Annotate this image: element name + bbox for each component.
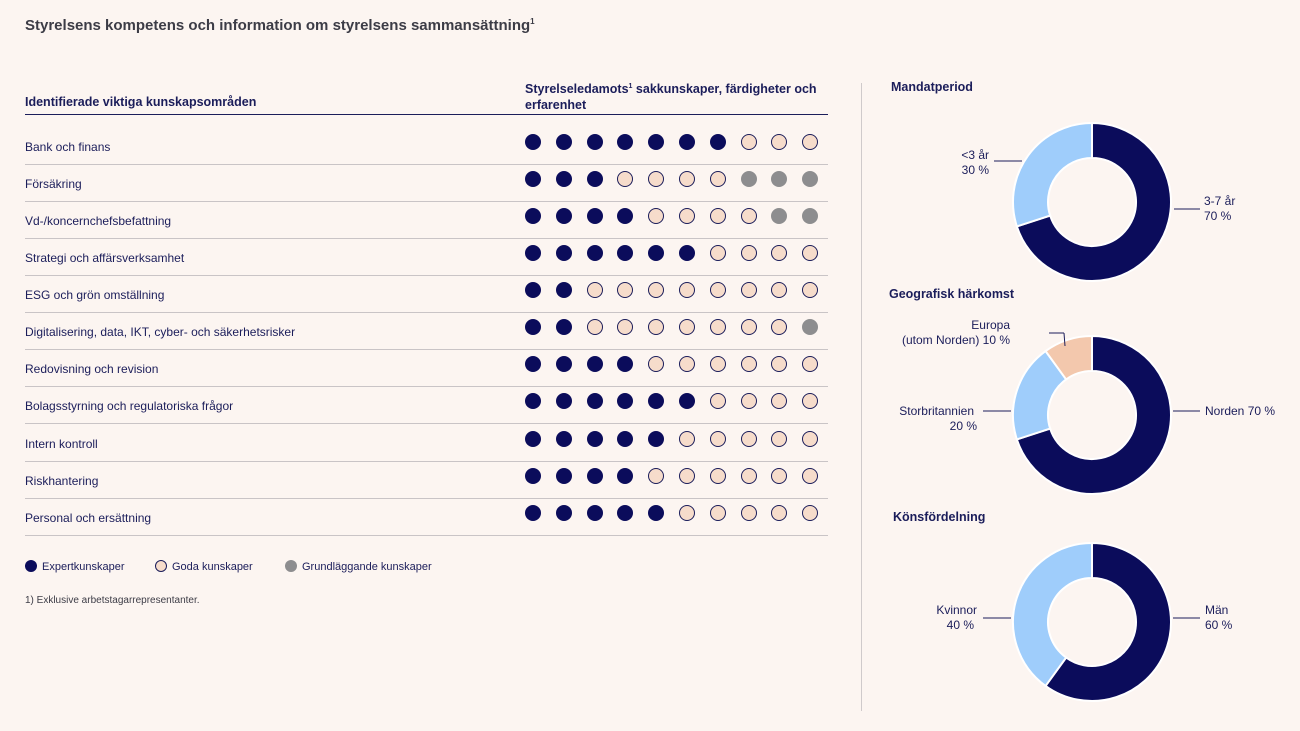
skill-dot-good — [741, 431, 757, 447]
skill-dot-expert — [587, 468, 603, 484]
skill-dot-good — [771, 134, 787, 150]
legend-good-label: Goda kunskaper — [172, 561, 253, 573]
skill-dot-good — [648, 171, 664, 187]
skill-dot-expert — [617, 134, 633, 150]
row-label: Bank och finans — [25, 140, 111, 154]
skill-dot-good — [710, 171, 726, 187]
skill-dot-basic — [741, 171, 757, 187]
row-label: ESG och grön omställning — [25, 288, 165, 302]
skill-dot-good — [741, 208, 757, 224]
skill-dot-expert — [556, 282, 572, 298]
legend-good-dot — [155, 560, 167, 572]
skill-dot-basic — [802, 171, 818, 187]
legend-expert-label: Expertkunskaper — [42, 561, 125, 573]
chart-title-mandatperiod: Mandatperiod — [891, 80, 973, 94]
skill-dot-good — [771, 393, 787, 409]
slice-label: Män — [1205, 603, 1229, 617]
skill-dot-expert — [525, 319, 541, 335]
skill-dot-expert — [587, 431, 603, 447]
slice-label: Europa — [971, 318, 1010, 332]
skill-dot-basic — [771, 208, 787, 224]
skill-dot-expert — [587, 393, 603, 409]
row-label: Bolagsstyrning och regulatoriska frågor — [25, 399, 234, 413]
skill-dot-expert — [556, 431, 572, 447]
slice-value: 60 % — [1205, 618, 1233, 632]
skill-dot-expert — [525, 171, 541, 187]
skill-dot-good — [679, 356, 695, 372]
skill-dot-expert — [587, 171, 603, 187]
page-title: Styrelsens kompetens och information om styrelsens sammansättning$^1$ — [25, 17, 535, 34]
table-row — [25, 238, 828, 276]
row-label: Strategi och affärsverksamhet — [25, 251, 185, 265]
table-row — [25, 386, 828, 424]
skill-dot-expert — [587, 134, 603, 150]
donut-charts — [862, 0, 1300, 731]
skill-dot-expert — [556, 356, 572, 372]
row-label: Riskhantering — [25, 474, 99, 488]
skill-dot-expert — [556, 171, 572, 187]
skill-dot-good — [802, 356, 818, 372]
skill-dot-good — [802, 245, 818, 261]
skill-dot-good — [802, 431, 818, 447]
skill-dot-good — [587, 282, 603, 298]
slice-label: Norden 70 % — [1205, 404, 1276, 418]
slice-value: 40 % — [946, 618, 974, 632]
slice-label: Kvinnor — [936, 603, 977, 617]
skill-dot-good — [710, 356, 726, 372]
skill-dot-expert — [556, 319, 572, 335]
skill-dot-expert — [525, 505, 541, 521]
skill-dot-good — [741, 319, 757, 335]
member-skills-header: Styrelseledamots$^1$ sakkunskaper, färdigheter och erfarenhet — [525, 82, 817, 113]
skill-dot-good — [648, 319, 664, 335]
chart-title-kon: Könsfördelning — [893, 510, 986, 524]
skill-dot-good — [771, 319, 787, 335]
skill-dot-good — [679, 282, 695, 298]
skill-dot-good — [710, 208, 726, 224]
skill-dot-expert — [587, 505, 603, 521]
skill-dot-good — [648, 356, 664, 372]
slice-value: (utom Norden) 10 % — [901, 333, 1010, 347]
slice-value: 70 % — [1204, 209, 1232, 223]
skill-dot-good — [741, 468, 757, 484]
skill-dot-good — [617, 171, 633, 187]
skill-dot-expert — [648, 431, 664, 447]
skill-dot-expert — [587, 356, 603, 372]
row-label: Försäkring — [25, 177, 82, 191]
skill-dot-good — [771, 431, 787, 447]
skill-dot-good — [710, 319, 726, 335]
skill-dot-expert — [617, 208, 633, 224]
skill-dot-good — [771, 468, 787, 484]
skill-dot-good — [679, 431, 695, 447]
row-label: Personal och ersättning — [25, 511, 152, 525]
table-row — [25, 312, 828, 350]
skill-dot-good — [679, 319, 695, 335]
skill-dot-expert — [587, 208, 603, 224]
skill-dot-expert — [556, 505, 572, 521]
slice-label: <3 år — [961, 148, 989, 162]
skill-dot-good — [587, 319, 603, 335]
skill-dot-good — [617, 319, 633, 335]
skill-dot-good — [679, 468, 695, 484]
skill-dot-expert — [710, 134, 726, 150]
skill-dot-expert — [587, 245, 603, 261]
skill-dot-good — [802, 505, 818, 521]
skill-dot-expert — [556, 468, 572, 484]
skill-dot-basic — [802, 208, 818, 224]
skill-dot-good — [648, 282, 664, 298]
skill-dot-good — [679, 505, 695, 521]
skill-dot-good — [741, 393, 757, 409]
legend-basic-label: Grundläggande kunskaper — [302, 561, 432, 573]
skill-dot-good — [771, 245, 787, 261]
skill-dot-expert — [525, 431, 541, 447]
skill-dot-basic — [802, 319, 818, 335]
skill-dot-good — [648, 468, 664, 484]
table-row — [25, 349, 828, 387]
skill-dot-expert — [525, 393, 541, 409]
table-row — [25, 164, 828, 202]
skill-dot-expert — [525, 356, 541, 372]
skill-dot-good — [710, 282, 726, 298]
skill-dot-expert — [617, 468, 633, 484]
skill-dot-good — [741, 282, 757, 298]
footnote: 1) Exklusive arbetstagarrepresentanter. — [25, 595, 200, 606]
skill-dot-expert — [648, 134, 664, 150]
skill-dot-expert — [525, 208, 541, 224]
skill-dot-good — [741, 245, 757, 261]
skill-dot-good — [741, 134, 757, 150]
skill-dot-expert — [617, 505, 633, 521]
table-row — [25, 461, 828, 499]
skill-dot-expert — [525, 282, 541, 298]
skill-dot-expert — [679, 134, 695, 150]
skill-dot-good — [741, 505, 757, 521]
slice-label: 3-7 år — [1204, 194, 1236, 208]
slice-value: 30 % — [961, 163, 989, 177]
skill-dot-good — [710, 245, 726, 261]
skill-dot-good — [679, 208, 695, 224]
row-label: Vd-/koncernchefsbefattning — [25, 214, 172, 228]
skill-dot-good — [617, 282, 633, 298]
table-row — [25, 127, 828, 165]
skill-dot-good — [710, 431, 726, 447]
skill-dot-expert — [648, 505, 664, 521]
table-row — [25, 424, 828, 462]
skill-dot-good — [771, 505, 787, 521]
skill-dot-expert — [617, 393, 633, 409]
skill-dot-expert — [617, 431, 633, 447]
slice-value: 20 % — [949, 419, 977, 433]
skill-dot-expert — [556, 245, 572, 261]
skill-dot-good — [771, 356, 787, 372]
skill-dot-expert — [556, 208, 572, 224]
skill-dot-expert — [679, 393, 695, 409]
skill-dot-good — [771, 282, 787, 298]
skill-dot-good — [802, 468, 818, 484]
legend-basic-dot — [285, 560, 297, 572]
skill-dot-good — [802, 393, 818, 409]
skill-dot-good — [679, 171, 695, 187]
skill-dot-expert — [556, 393, 572, 409]
skill-dot-good — [648, 208, 664, 224]
skill-dot-good — [802, 282, 818, 298]
table-row — [25, 498, 828, 536]
skill-dot-good — [710, 468, 726, 484]
skill-dot-good — [741, 356, 757, 372]
skill-dot-expert — [617, 245, 633, 261]
skill-dot-good — [802, 134, 818, 150]
row-label: Intern kontroll — [25, 437, 98, 451]
table-row — [25, 275, 828, 313]
skill-dot-expert — [648, 393, 664, 409]
slice-label: Storbritannien — [899, 404, 974, 418]
donut-slice — [1013, 123, 1092, 226]
skill-dot-expert — [525, 468, 541, 484]
skill-dot-good — [710, 505, 726, 521]
skill-dot-expert — [525, 134, 541, 150]
legend-expert-dot — [25, 560, 37, 572]
knowledge-areas-header: Identifierade viktiga kunskapsområden — [25, 95, 257, 109]
header-divider — [25, 114, 828, 115]
skill-dot-expert — [648, 245, 664, 261]
skill-dot-expert — [556, 134, 572, 150]
skill-dot-expert — [679, 245, 695, 261]
row-label: Redovisning och revision — [25, 362, 159, 376]
skill-dot-expert — [525, 245, 541, 261]
skill-dot-basic — [771, 171, 787, 187]
skill-dot-good — [710, 393, 726, 409]
skill-dot-expert — [617, 356, 633, 372]
table-row — [25, 201, 828, 239]
chart-title-geografisk: Geografisk härkomst — [889, 287, 1015, 301]
row-label: Digitalisering, data, IKT, cyber- och säkerhetsrisker — [25, 325, 296, 339]
